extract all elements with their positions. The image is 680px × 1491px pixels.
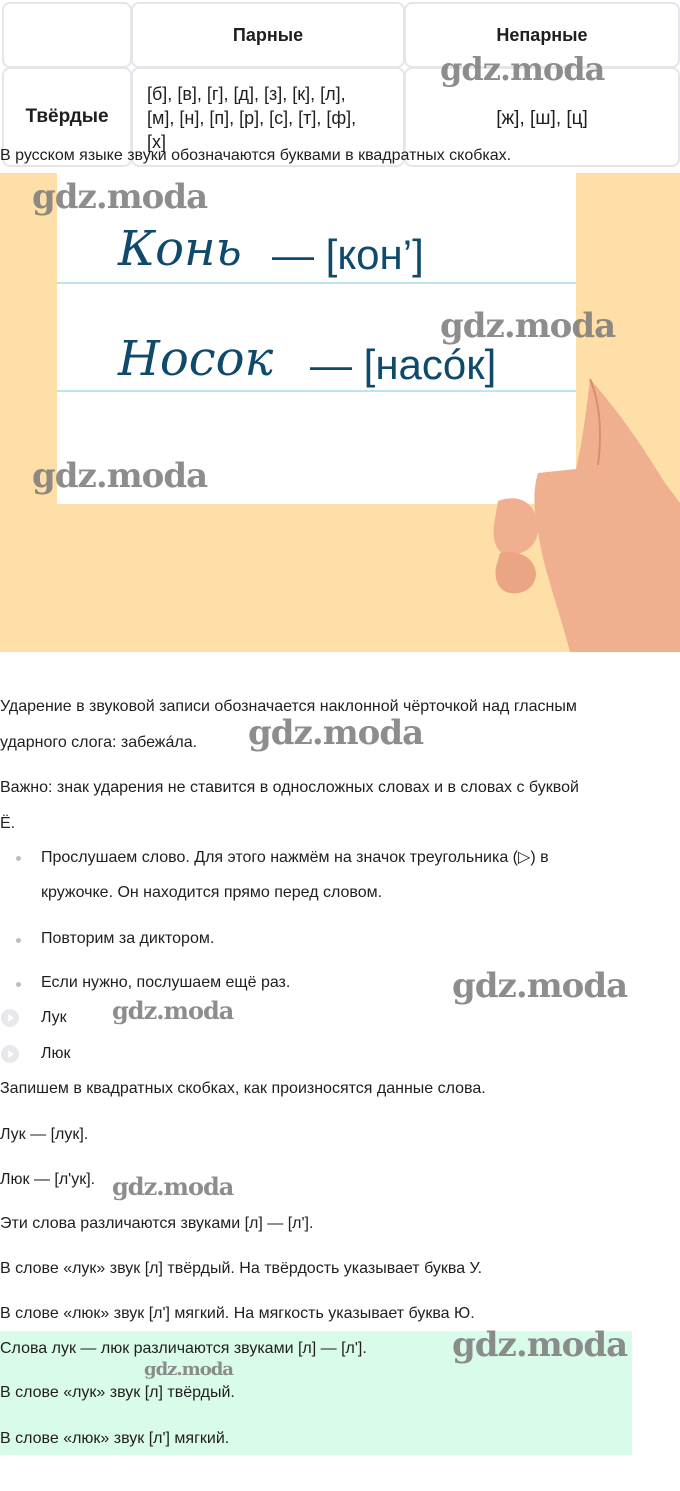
play-audio-button[interactable] xyxy=(1,1045,19,1063)
play-audio-button[interactable] xyxy=(1,1009,19,1027)
watermark: gdz.moda xyxy=(32,177,208,217)
watermark: gdz.moda xyxy=(112,996,234,1025)
soft-text: В слове «люк» звук [л'] мягкий. На мягкость указывает буква Ю. xyxy=(0,1305,475,1322)
watermark: gdz.moda xyxy=(248,713,424,753)
paired-line: [х] xyxy=(147,132,167,152)
paired-line: [б], [в], [г], [д], [з], [к], [л], xyxy=(147,84,346,104)
row-label-text: Твёрдые xyxy=(25,106,109,127)
transcription-kon: — [кон’] xyxy=(272,231,424,278)
word-kon: Конь xyxy=(118,221,242,277)
watermark: gdz.moda xyxy=(144,1359,233,1380)
transcription-luk: Лук — [лук]. xyxy=(0,1126,89,1143)
important-line2: Ё. xyxy=(0,815,16,832)
card-line xyxy=(57,282,576,284)
audio-word-lyuk: Люк xyxy=(41,1045,71,1062)
illustration-card xyxy=(0,173,680,652)
hard-text: В слове «лук» звук [л] твёрдый. На твёрдость указывает буква У. xyxy=(0,1260,483,1277)
paired-line: [м], [н], [п], [р], [с], [т], [ф], xyxy=(147,108,357,128)
audio-word-luk: Лук xyxy=(41,1009,67,1026)
bullet-dot xyxy=(16,982,21,987)
watermark: gdz.moda xyxy=(112,1172,234,1201)
watermark: gdz.moda xyxy=(440,306,616,346)
bullet-item-cont: кружочке. Он находится прямо перед словом. xyxy=(41,884,383,901)
header-unpaired-text: Непарные xyxy=(496,25,588,45)
stress-text-line2: ударного слога: забежáла. xyxy=(0,734,198,751)
bullet-item: Прослушаем слово. Для этого нажмём на значок треугольника (▷) в xyxy=(41,849,549,866)
intro-text: В русском языке звуки обозначаются буквами в квадратных скобках. xyxy=(0,147,512,164)
watermark: gdz.moda xyxy=(452,1325,628,1365)
watermark: gdz.moda xyxy=(452,966,628,1006)
word-nosok: Носок xyxy=(118,331,274,387)
table-corner-cell xyxy=(2,2,132,68)
transcription-lyuk: Люк — [л'ук]. xyxy=(0,1171,96,1188)
differ-text: Эти слова различаются звуками [л] — [л']. xyxy=(0,1215,314,1232)
answer-line3: В слове «люк» звук [л'] мягкий. xyxy=(0,1430,230,1447)
table-header-paired xyxy=(131,2,405,68)
bullet-item: Если нужно, послушаем ещё раз. xyxy=(41,974,291,991)
bullet-dot xyxy=(16,938,21,943)
watermark: gdz.moda xyxy=(32,456,208,496)
task-text: Запишем в квадратных скобках, как произносятся данные слова. xyxy=(0,1080,486,1097)
answer-line2: В слове «лук» звук [л] твёрдый. xyxy=(0,1384,235,1401)
transcription-nosok: — [насóк] xyxy=(310,341,497,388)
bullet-item: Повторим за диктором. xyxy=(41,930,215,947)
hand-icon xyxy=(490,373,680,652)
header-paired-text: Парные xyxy=(232,25,304,45)
watermark: gdz.moda xyxy=(440,50,605,88)
unpaired-text: [ж], [ш], [ц] xyxy=(496,108,588,129)
bullet-dot xyxy=(16,856,21,861)
stress-text-line1: Ударение в звуковой записи обозначается наклонной чёрточкой над гласным xyxy=(0,698,577,715)
important-line1: Важно: знак ударения не ставится в односложных словах и в словах с буквой xyxy=(0,779,579,796)
answer-line1: Слова лук — люк различаются звуками [л] — [л']. xyxy=(0,1340,367,1357)
